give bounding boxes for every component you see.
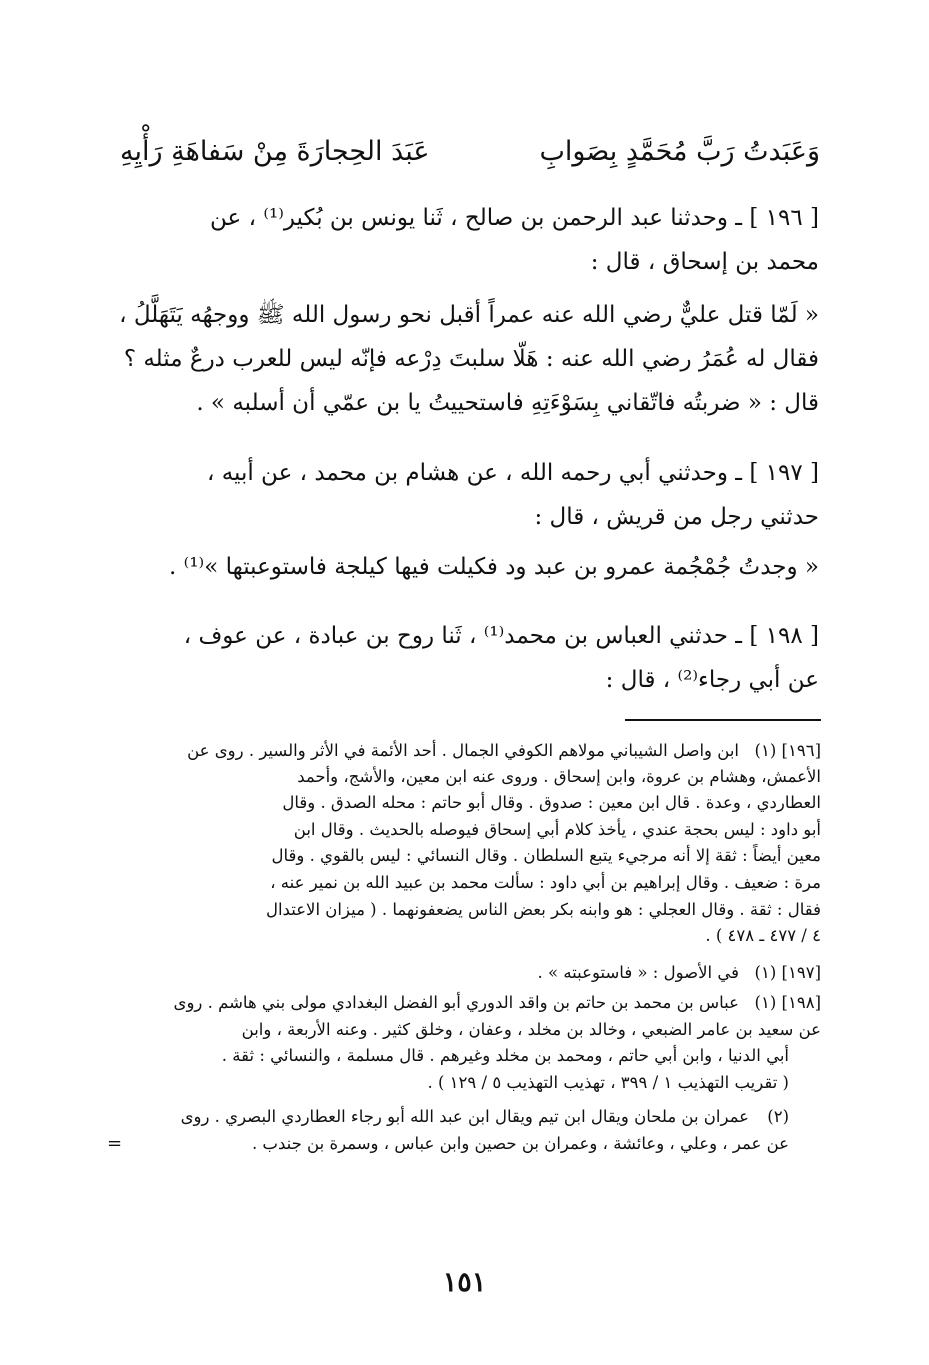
footnote-line: ( تقريب التهذيب ١ / ٣٩٩ ، تهذيب التهذيب ٥ / ١٢٩ ) . (427, 1073, 789, 1092)
main-text-line: قال : « ضربتُه فاتّقاني بِسَوْءَتِهِ فاستحييتُ يا بن عمّي أن أسلبه » . (196, 390, 819, 416)
footnote-marker: (٢) (767, 1107, 789, 1126)
footnote-line: أبو داود : ليس بحجة عندي ، يأخذ كلام أبي إسحاق فيوصله بالحديث . وقال ابن (293, 820, 821, 839)
footnote-line: فقال : ثقة . وقال العجلي : هو وابنه بكر بعض الناس يضعفونهما . ( ميزان الاعتدال (265, 900, 821, 919)
main-text-line: فقال له عُمَرُ رضي الله عنه : هَلّا سلبتَ دِرْعه فإنّه ليس للعرب درعٌ مثله ؟ (123, 346, 819, 372)
main-text-line: « لَمّا قتل عليٌّ رضي الله عنه عمراً أقبل نحو رسول الله ﷺ ووجهُه يَتَهَلَّلُ ، (119, 302, 819, 328)
footnote-separator (625, 719, 821, 721)
footnote-line: العطاردي ، وعدة . قال ابن معين : صدوق . وقال أبو حاتم : محله الصدق . وقال (282, 793, 821, 812)
footnote-line: ٤ / ٤٧٧ ـ ٤٧٨ ) . (705, 926, 821, 945)
footnote-line: عن عمر ، وعلي ، وعائشة ، وعمران بن حصين وابن عباس ، وسمرة بن جندب . (251, 1134, 789, 1153)
footnote-marker: [١٩٧] (١) (754, 963, 821, 982)
main-text-line: عن أبي رجاء⁽²⁾ ، قال : (605, 667, 819, 693)
footnote-line: الأعمش، وهشام بن عروة، وابن إسحاق . وروى عنه ابن معين، والأشج، وأحمد (297, 767, 821, 786)
main-text-line: [ ١٩٨ ] ـ حدثني العباس بن محمد⁽¹⁾ ، ثَنا روح بن عبادة ، عن عوف ، (183, 623, 819, 649)
main-text-line: حدثني رجل من قريش ، قال : (534, 504, 819, 530)
verse-first-hemistich: وَعَبَدتُ رَبَّ مُحَمَّدٍ بِصَوابِ (539, 136, 820, 167)
footnote-marker: [١٩٦] (١) (754, 741, 821, 760)
footnote-line: ابن واصل الشيباني مولاهم الكوفي الجمال . أحد الأئمة في الأثر والسير . روى عن (187, 741, 739, 760)
main-text-line: محمد بن إسحاق ، قال : (590, 249, 819, 275)
continuation-mark: = (107, 1133, 123, 1154)
main-text-line: [ ١٩٦ ] ـ وحدثنا عبد الرحمن بن صالح ، ثَنا يونس بن بُكير⁽¹⁾ ، عن (210, 205, 819, 231)
verse-second-hemistich: عَبَدَ الحِجارَةَ مِنْ سَفاهَةِ رَأْيِهِ (120, 136, 430, 167)
footnote-line: عمران بن ملحان ويقال ابن تيم ويقال ابن عبد الله أبو رجاء العطاردي البصري . روى (180, 1107, 749, 1126)
main-text-line: « وجدتُ جُمْجُمة عمرو بن عبد ود فكيلت فيها كيلجة فاستوعبتها »⁽¹⁾ . (169, 554, 819, 580)
footnote-line: عباس بن محمد بن حاتم بن واقد الدوري أبو الفضل البغدادي مولى بني هاشم . روى (173, 993, 739, 1012)
footnote-marker: [١٩٨] (١) (754, 993, 821, 1012)
main-text-line: [ ١٩٧ ] ـ وحدثني أبي رحمه الله ، عن هشام بن محمد ، عن أبيه ، (206, 460, 819, 486)
footnote-line: مرة : ضعيف . وقال إبراهيم بن أبي داود : سألت محمد بن عبيد الله بن نمير عنه ، (270, 873, 821, 892)
poem-verse (120, 132, 820, 176)
footnote-line: أبي الدنيا ، وابن أبي حاتم ، ومحمد بن مخلد وغيرهم . قال مسلمة ، والنسائي : ثقة . (221, 1046, 789, 1065)
footnote-line: عن سعيد بن عامر الضبعي ، وخالد بن مخلد ، وعفان ، وخلق كثير . وعنه الأربعة ، وابن (241, 1020, 821, 1039)
footnote-line: معين أيضاً : ثقة إلا أنه مرجيء يتبع السلطان . وقال النسائي : ليس بالقوي . وقال (271, 846, 821, 865)
page-number: ١٥١ (442, 1267, 487, 1298)
footnote-line: في الأصول : « فاستوعبته » . (537, 963, 739, 982)
